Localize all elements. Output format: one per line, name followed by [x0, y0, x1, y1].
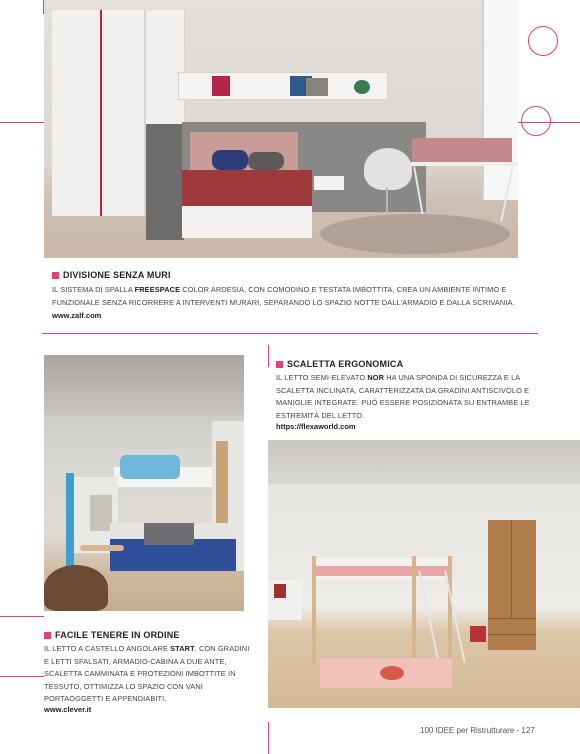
registration-mark: [521, 106, 551, 136]
article-text: IL SISTEMA DI SPALLA FREESPACE COLOR ARDESIA, CON COMODINO E TESTATA IMBOTTITA, CREA UN AMBIENTE INTIMO E FUNZIONALE SENZA RICORRERE A INTERVENTI MURARI, SEPARANDO LO SPAZIO NOTTE DALL'ARMADIO E DALLA SCRIVANIA.: [52, 285, 515, 307]
crop-mark: [0, 676, 44, 677]
page-footer: 100 IDEE per Ristrutturare - 127: [420, 726, 535, 735]
article-text: IL LETTO SEMI-ELEVATO NOR HA UNA SPONDA DI SICUREZZA E LA SCALETTA INCLINATA, CARATTERIZZATA DA GRADINI ANTISCIVOLO E MANIGLIE INTEGRATE. PUÒ ESSERE POSIZIONATA SU ENTRAMBE LE ESTREMITÀ DEL LETTO.: [276, 373, 530, 420]
website-link[interactable]: https://flexaworld.com: [276, 422, 356, 431]
crop-mark: [268, 345, 269, 367]
accent-square: [44, 632, 51, 639]
section-title: DIVISIONE SENZA MURI: [52, 270, 171, 280]
registration-mark: [528, 26, 558, 56]
article-text: IL LETTO A CASTELLO ANGOLARE START, CON GRADINI E LETTI SFALSATI, ARMADIO-CABINA A DUE ANTE, SCALETTA CAMMINATA E PROTEZIONI IMBOTTITE IN TESSUTO, OTTIMIZZA LO SPAZIO CON VANI PORTAOGGETTI E APPENDIABITI.: [44, 644, 250, 703]
accent-square: [276, 361, 283, 368]
website-link[interactable]: www.clever.it: [44, 705, 92, 714]
section-title: SCALETTA ERGONOMICA: [276, 359, 403, 369]
website-link[interactable]: www.zalf.com: [52, 311, 102, 320]
section-title: FACILE TENERE IN ORDINE: [44, 630, 180, 640]
crop-mark: [0, 616, 44, 617]
accent-square: [52, 272, 59, 279]
divider-line: [42, 333, 538, 334]
crop-mark: [0, 122, 44, 123]
photo-freespace-bedroom: [44, 0, 518, 258]
crop-mark: [268, 722, 269, 754]
photo-start-bunk-bed: [44, 355, 244, 611]
photo-nor-elevated-bed: [268, 440, 580, 708]
